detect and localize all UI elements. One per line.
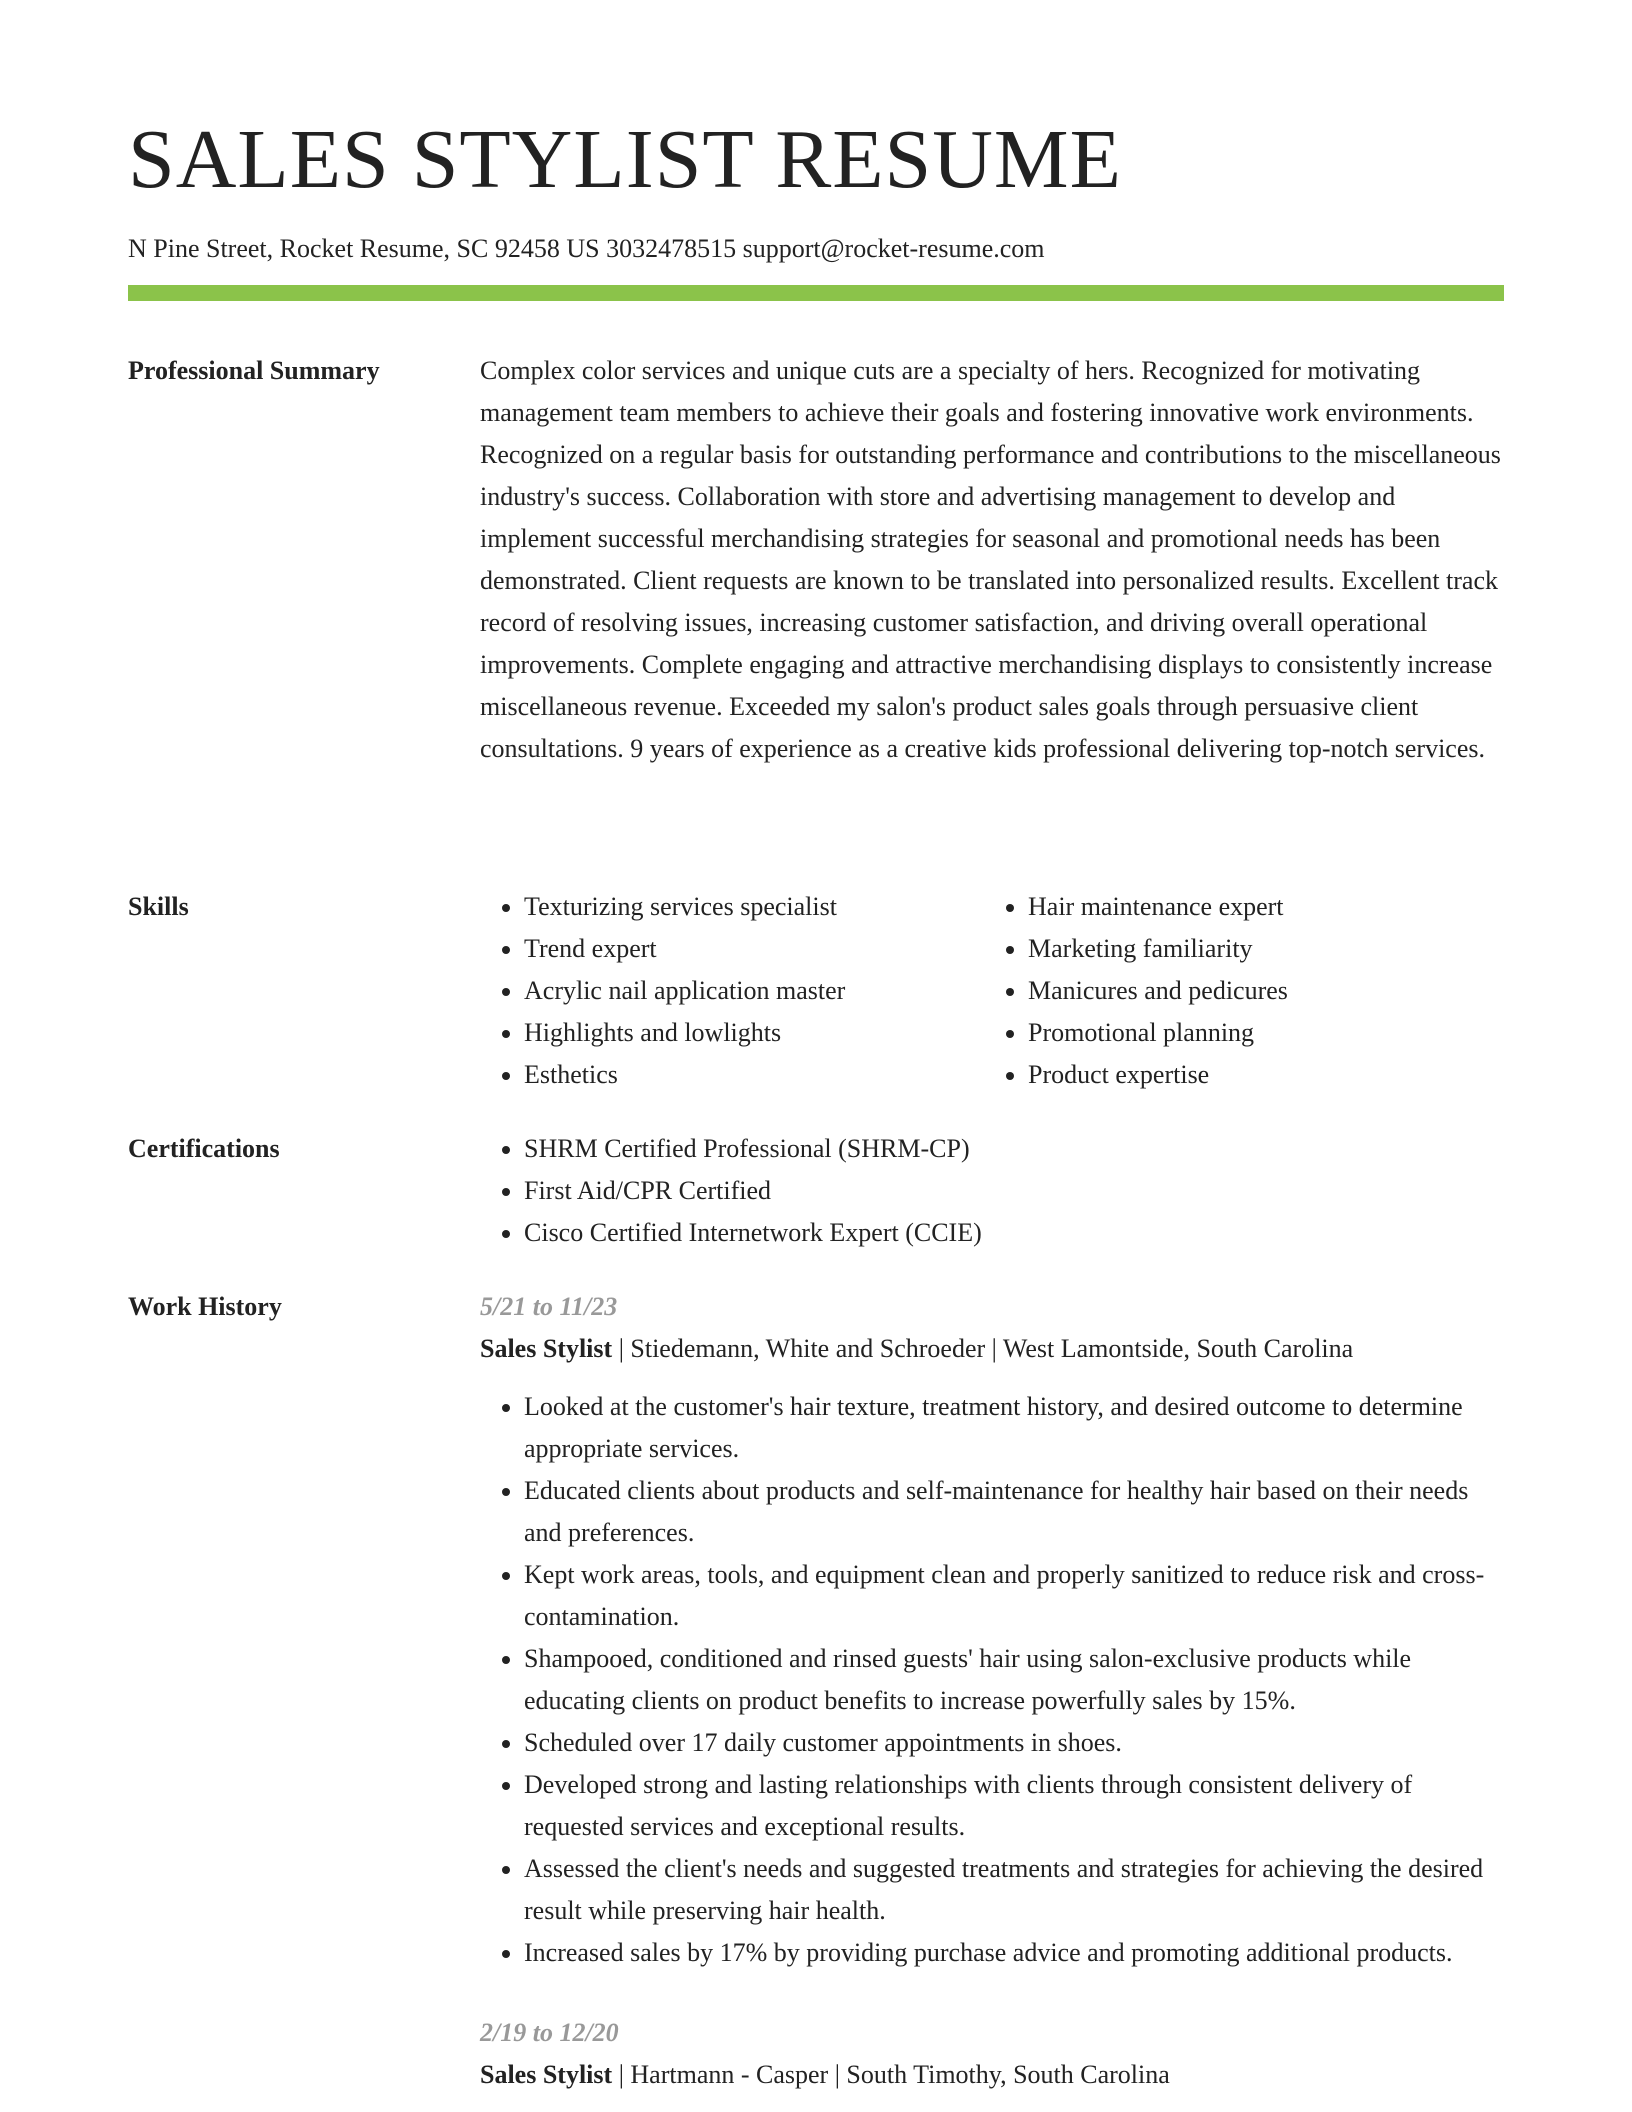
skills-list-left	[480, 886, 984, 1096]
job-duty-item: • Educated clients about products and self-maintenance for healthy hair based on their needs and preferences.	[524, 1470, 1504, 1554]
page-title: SALES STYLIST RESUME	[128, 113, 1122, 206]
certifications-list	[480, 1128, 1504, 1254]
certifications-body	[480, 1128, 1504, 1254]
job-entry	[480, 1286, 1504, 1974]
summary-heading: Professional Summary	[128, 356, 380, 385]
skill-item: • Highlights and lowlights	[524, 1012, 984, 1054]
skill-item: • Marketing familiarity	[1028, 928, 1488, 970]
skills-heading: Skills	[128, 892, 189, 921]
certification-item: • Cisco Certified Internetwork Expert (CCIE)	[524, 1212, 1504, 1254]
certification-item: • SHRM Certified Professional (SHRM-CP)	[524, 1128, 1504, 1170]
work-history-body	[480, 1286, 1504, 2096]
job-duty-item: • Increased sales by 17% by providing purchase advice and promoting additional products.	[524, 1932, 1504, 1974]
accent-divider	[128, 285, 1504, 301]
skills-columns	[480, 886, 1504, 1096]
job-employer: | Stiedemann, White and Schroeder | West Lamontside, South Carolina	[612, 1334, 1354, 1363]
job-duty-item: • Assessed the client's needs and suggested treatments and strategies for achieving the desired result while preserving hair health.	[524, 1848, 1504, 1932]
work-history-heading: Work History	[128, 1292, 282, 1321]
job-dates: 2/19 to 12/20	[480, 2018, 619, 2047]
certification-item: • First Aid/CPR Certified	[524, 1170, 1504, 1212]
skill-item: • Trend expert	[524, 928, 984, 970]
skill-item: • Product expertise	[1028, 1054, 1488, 1096]
skill-item: • Manicures and pedicures	[1028, 970, 1488, 1012]
job-employer: | Hartmann - Casper | South Timothy, South Carolina	[612, 2060, 1170, 2089]
skill-item: • Esthetics	[524, 1054, 984, 1096]
job-heading	[480, 2054, 1504, 2096]
job-heading	[480, 1328, 1504, 1370]
job-duty-item: • Developed strong and lasting relationships with clients through consistent delivery of requested services and exceptional results.	[524, 1764, 1504, 1848]
skill-item: • Promotional planning	[1028, 1012, 1488, 1054]
job-duties-list	[480, 1386, 1504, 1974]
job-dates: 5/21 to 11/23	[480, 1292, 618, 1321]
skills-body	[480, 886, 1504, 1096]
job-duty-item: • Kept work areas, tools, and equipment clean and properly sanitized to reduce risk and cross-contamination.	[524, 1554, 1504, 1638]
summary-body	[480, 350, 1504, 770]
job-title: Sales Stylist	[480, 2060, 613, 2089]
job-duty-item: • Scheduled over 17 daily customer appointments in shoes.	[524, 1722, 1504, 1764]
job-duty-item: • Shampooed, conditioned and rinsed guests' hair using salon-exclusive products while educating clients on product benefits to increase powerfully sales by 15%.	[524, 1638, 1504, 1722]
contact-info: N Pine Street, Rocket Resume, SC 92458 US 3032478515 support@rocket-resume.com	[128, 234, 1045, 263]
skills-column-left	[480, 886, 984, 1096]
job-duty-item: • Looked at the customer's hair texture, treatment history, and desired outcome to determine appropriate services.	[524, 1386, 1504, 1470]
skills-column-right	[984, 886, 1488, 1096]
certifications-heading: Certifications	[128, 1134, 280, 1163]
summary-text: Complex color services and unique cuts are a specialty of hers. Recognized for motivating management team members to achieve their goals and fostering innovative work environments. Recognized on a regular basis for outstanding performance and contributions to the miscellaneous industry's success. Collaboration with store and advertising management to develop and implement successful merchandising strategies for seasonal and promotional needs has been demonstrated. Client requests are known to be translated into personalized results. Excellent track record of resolving issues, increasing customer satisfaction, and driving overall operational improvements. Complete engaging and attractive merchandising displays to consistently increase miscellaneous revenue. Exceeded my salon's product sales goals through persuasive client consultations. 9 years of experience as a creative kids professional delivering top-notch services.	[480, 356, 1501, 763]
skill-item: • Acrylic nail application master	[524, 970, 984, 1012]
skill-item: • Texturizing services specialist	[524, 886, 984, 928]
skill-item: • Hair maintenance expert	[1028, 886, 1488, 928]
job-entry	[480, 2012, 1504, 2096]
skills-list-right	[984, 886, 1488, 1096]
job-title: Sales Stylist	[480, 1334, 613, 1363]
